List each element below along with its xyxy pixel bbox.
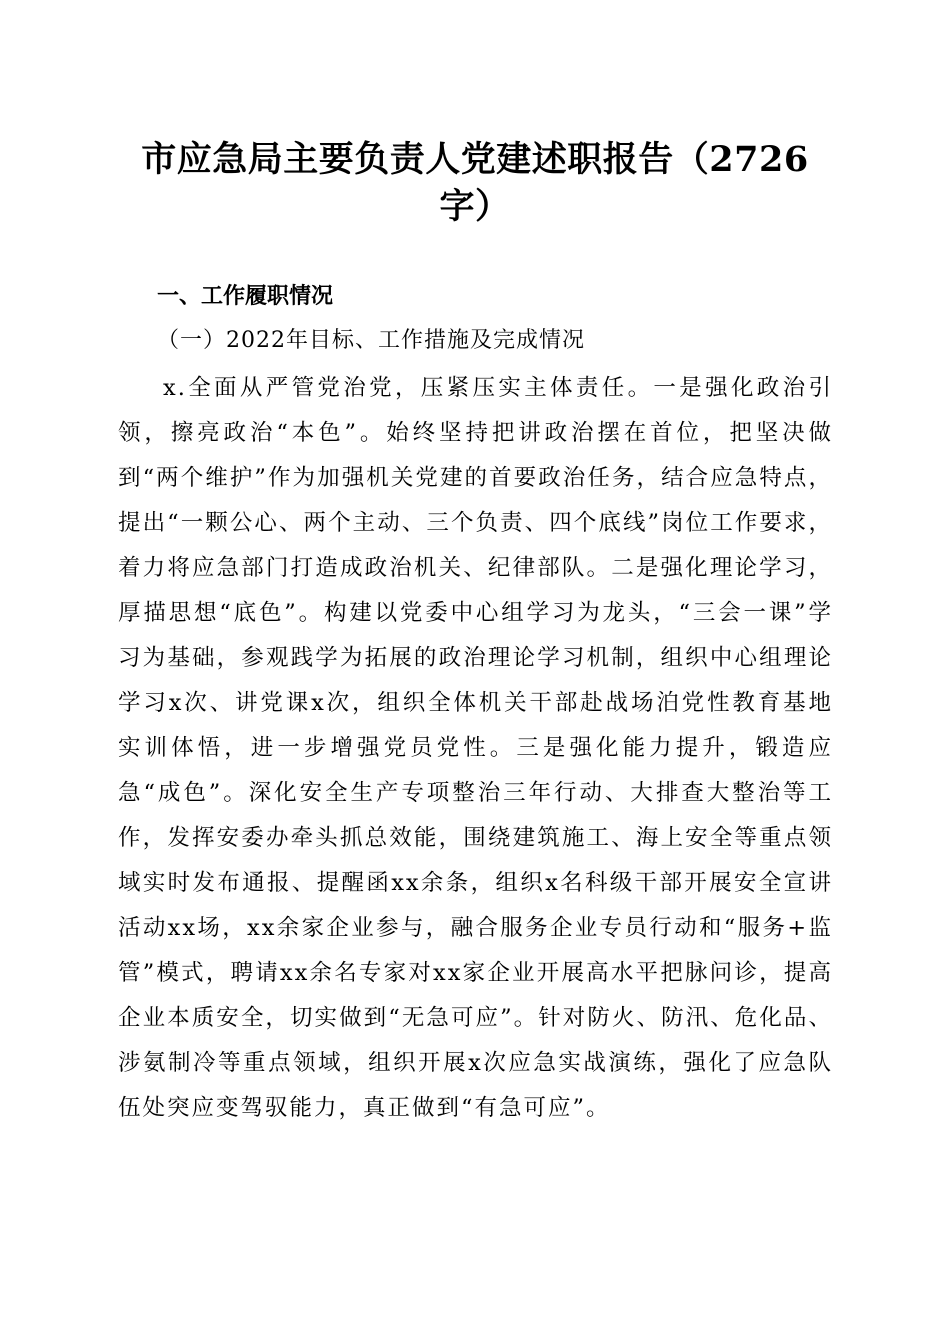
document-title: 市应急局主要负责人党建述职报告（2726字） xyxy=(141,139,809,227)
subsection-heading: （一）2022年目标、工作措施及完成情况 xyxy=(157,328,585,353)
body-paragraph: x.全面从严管党治党，压紧压实主体责任。一是强化政治引领，擦亮政治“本色”。始终坚持把讲政治摆在首位，把坚决做到“两个维护”作为加强机关党建的首要政治任务，结合应急特点，提出“一颗公心、两个主动、三个负责、四个底线”岗位工作要求，着力将应急部门打造成政治机关、纪律部队。二是强化理论学习，厚描思想“底色”。构建以党委中心组学习为龙头，“三会一课”学习为基础，参观践学为拓展的政治理论学习机制，组织中心组理论学习x次、讲党课x次，组织全体机关干部赴战场泊党性教育基地实训体悟，进一步增强党员党性。三是强化能力提升，锻造应急“成色”。深化安全生产专项整治三年行动、大排查大整治等工作，发挥安委办牵头抓总效能，围绕建筑施工、海上安全等重点领域实时发布通报、提醒函xx余条，组织x名科级干部开展安全宣讲活动xx场，xx余家企业参与，融合服务企业专员行动和“服务+监管”模式，聘请xx余名专家对xx家企业开展高水平把脉问诊，提高企业本质安全，切实做到“无急可应”。针对防火、防汛、危化品、涉氨制冷等重点领域，组织开展x次应急实战演练，强化了应急队伍处突应变驾驭能力，真正做到“有急可应”。 xyxy=(118,375,833,1121)
section-heading: 一、工作履职情况 xyxy=(157,284,334,309)
